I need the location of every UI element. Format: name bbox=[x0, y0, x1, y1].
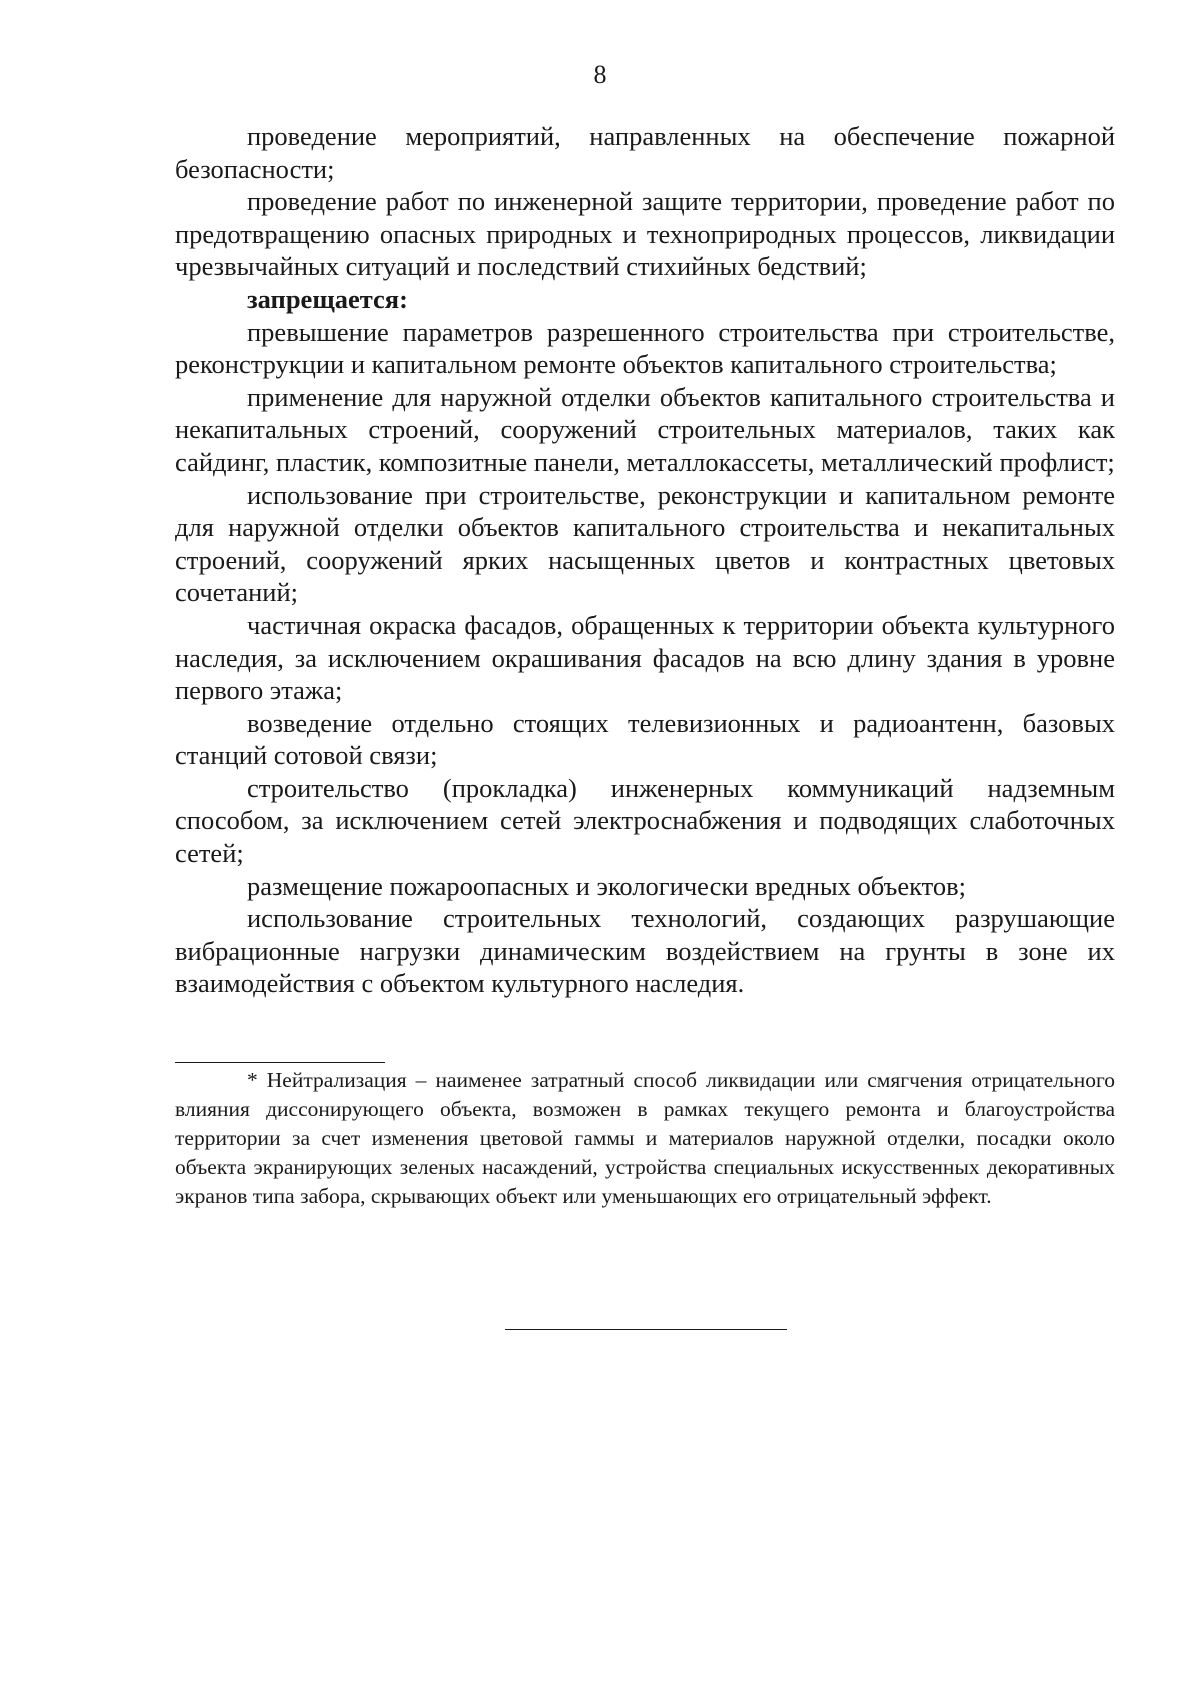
paragraph-overhead-utilities: строительство (прокладка) инженерных коммуникаций надземным способом, за исключением сетей электроснабжения и подводящих слаботочных сетей; bbox=[175, 772, 1115, 869]
paragraph-engineering-protection: проведение работ по инженерной защите территории, проведение работ по предотвращению опасных природных и технoприродных процессов, ликвидации чрезвычайных ситуаций и последствий стихийных бедствий; bbox=[175, 186, 1115, 282]
paragraph-parameter-excess: превышение параметров разрешенного строительства при строительстве, реконструкции и капитальном ремонте объектов капитального строительства; bbox=[175, 316, 1115, 380]
paragraph-partial-painting: частичная окраска фасадов, обращенных к территории объекта культурного наследия, за исключением окрашивания фасадов на всю длину здания в уровне первого этажа; bbox=[175, 609, 1115, 706]
paragraph-antennas: возведение отдельно стоящих телевизионных и радиоантенн, базовых станций сотовой связи; bbox=[175, 707, 1115, 771]
prohibited-heading: запрещается: bbox=[247, 283, 408, 314]
footnote: * Нейтрализация – наименее затратный способ ликвидации или смягчения отрицательного влияния диссонирующего объекта, возможен в рамках текущего ремонта и благоустройства территории за счет изменения цветовой гаммы и материалов наружной отделки, посадки около объекта экранирующих зеленых насаждений, устройства специальных искусственных декоративных экранов типа забора, скрывающих объект или уменьшающих его отрицательный эффект. bbox=[175, 1068, 1115, 1208]
paragraph-hazardous-objects: размещение пожароопасных и экологически вредных объектов; bbox=[247, 870, 966, 901]
paragraph-fire-safety: проведение мероприятий, направленных на обеспечение пожарной безопасности; bbox=[175, 121, 1115, 184]
paragraph-bright-colors: использование при строительстве, реконструкции и капитальном ремонте для наружной отделки объектов капитального строительства и некапитальных строений, сооружений ярких насыщенных цветов и контрастных цветовых сочетаний; bbox=[175, 479, 1115, 608]
footnote-separator bbox=[175, 1062, 385, 1063]
paragraph-exterior-materials: применение для наружной отделки объектов капитального строительства и некапитальных строений, сооружений строительных материалов, таких как сайдинг, пластик, композитные панели, металлокассеты, металлический профлист; bbox=[175, 381, 1115, 477]
end-rule bbox=[505, 1329, 787, 1330]
page-number: 8 bbox=[593, 60, 607, 89]
paragraph-vibration-technologies: использование строительных технологий, создающих разрушающие вибрационные нагрузки динамическим воздействием на грунты в зоне их взаимодействия с объектом культурного наследия. bbox=[175, 903, 1115, 999]
body-text bbox=[175, 120, 1115, 1000]
